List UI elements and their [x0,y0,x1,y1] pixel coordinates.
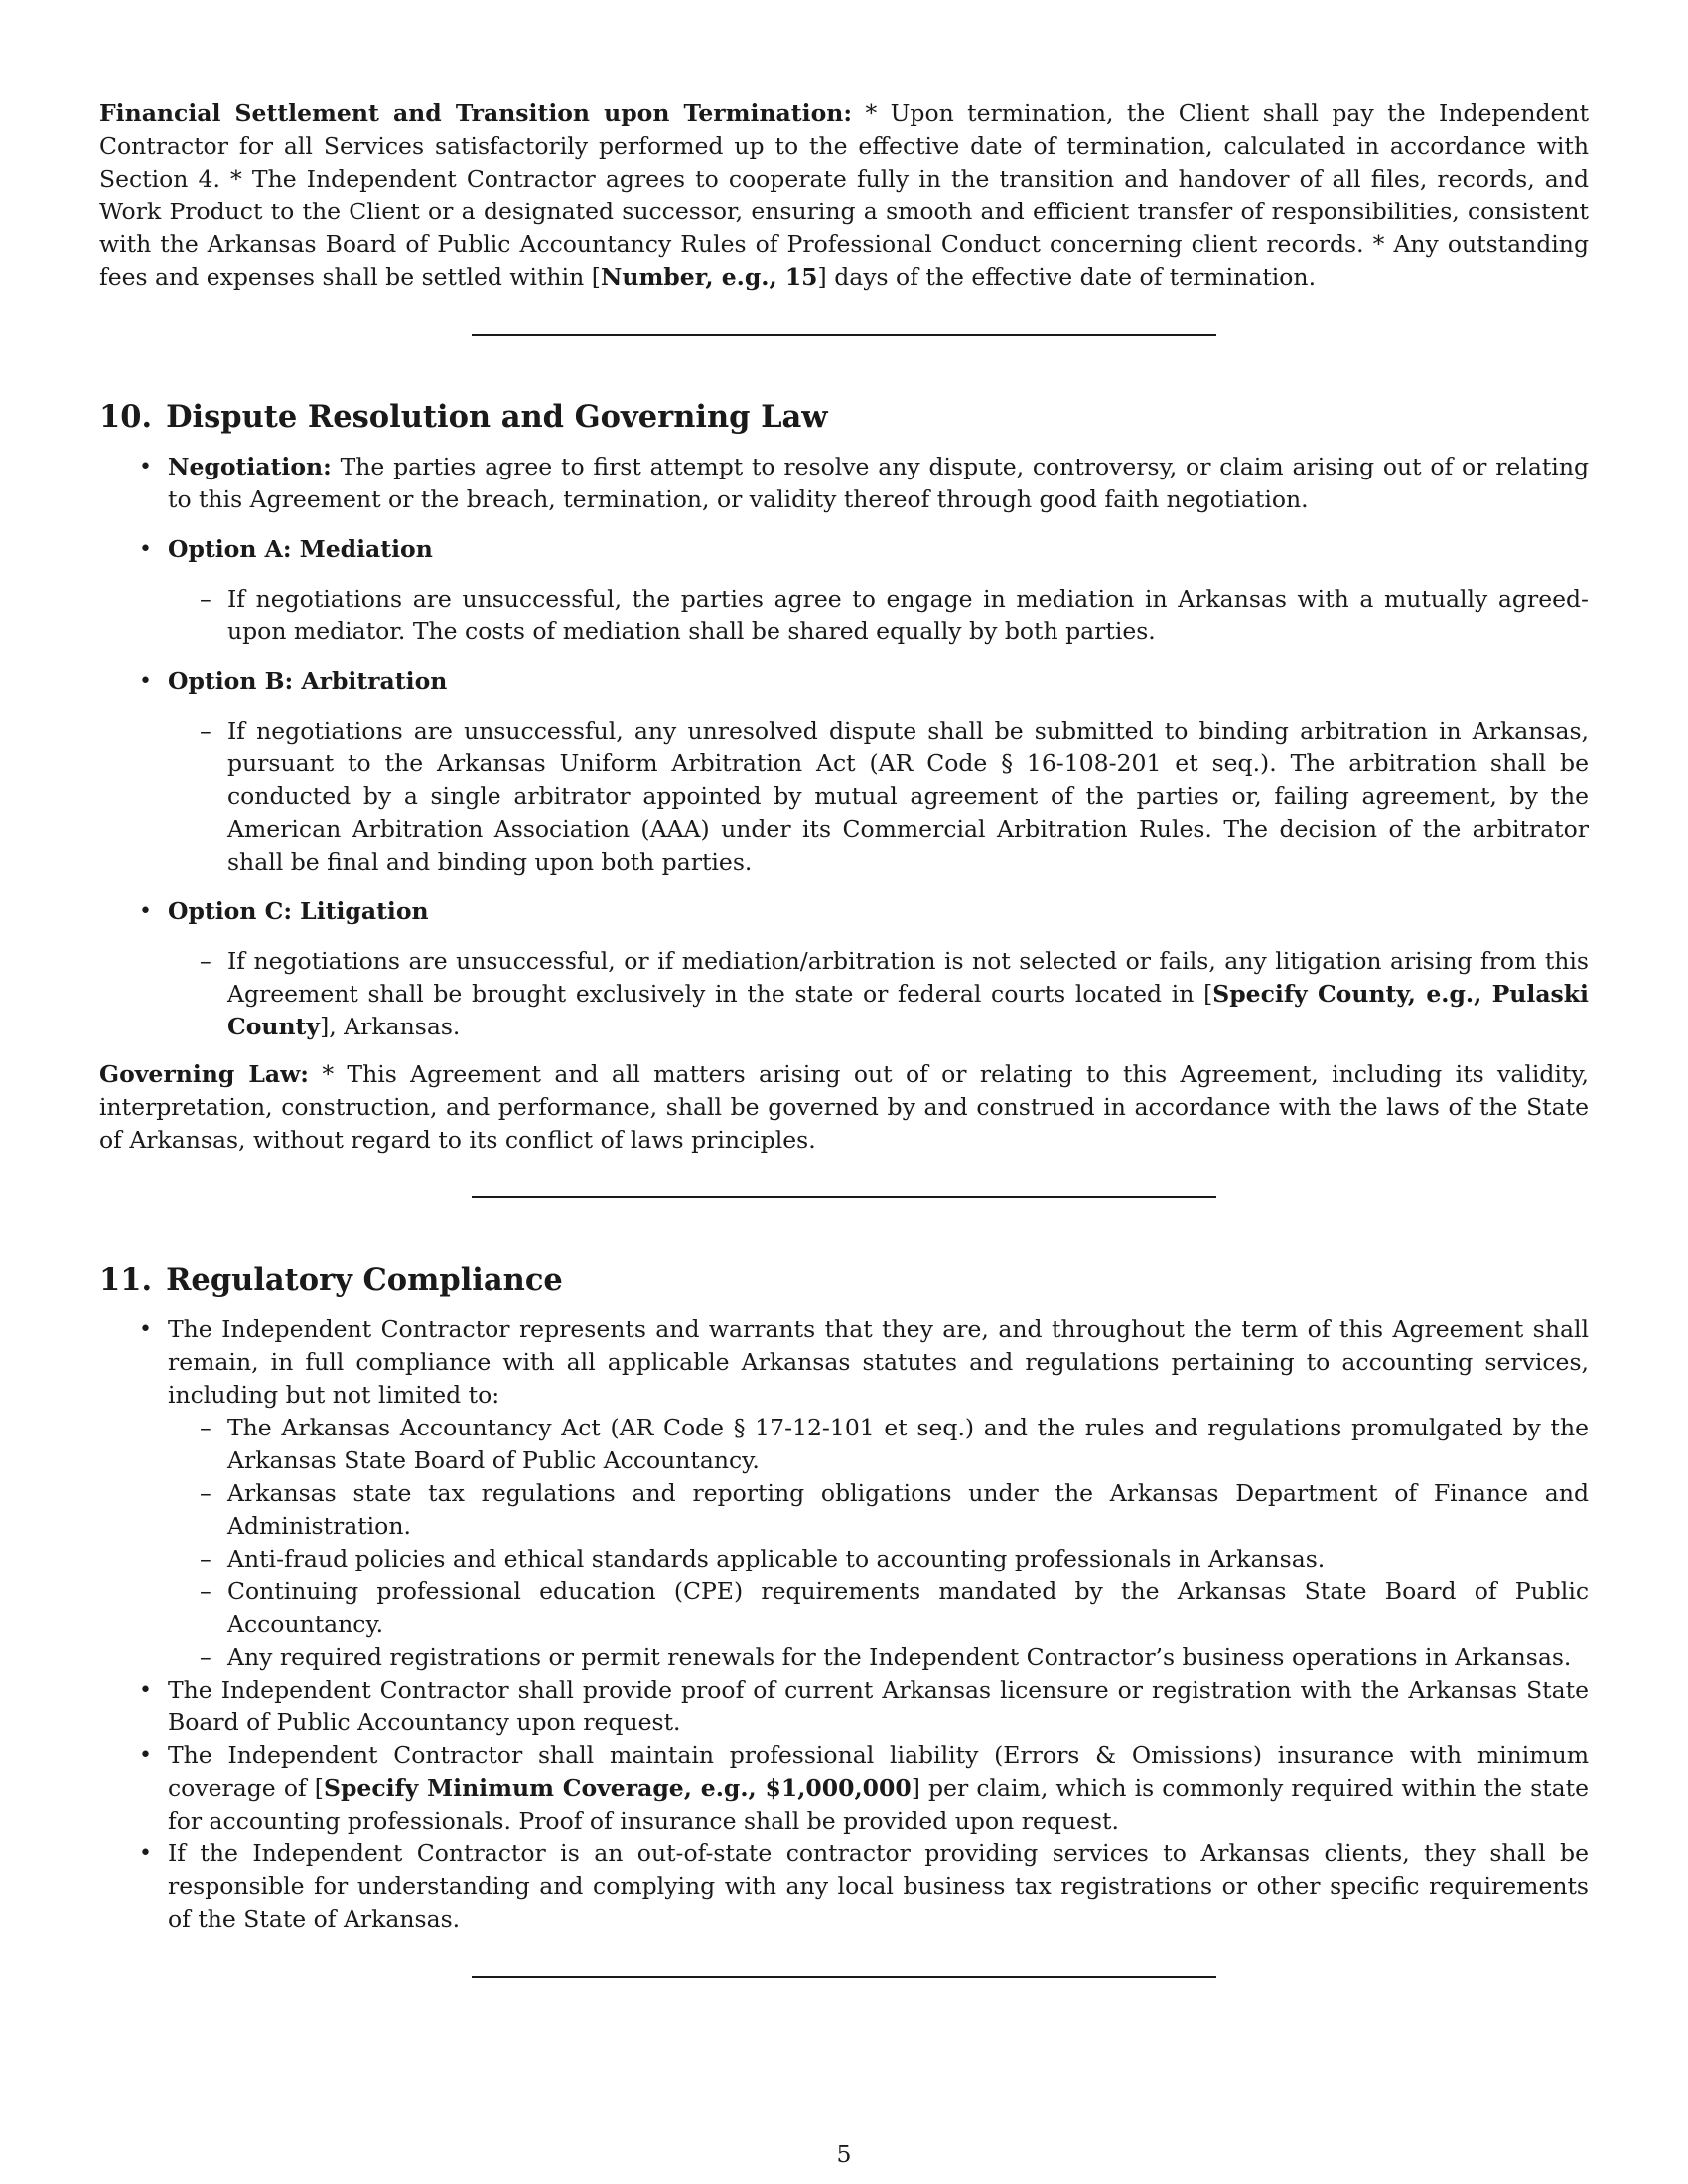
sub-item-arbitration: – If negotiations are unsuccessful, any unresolved dispute shall be submitted to binding arbitration in Arkansas, pursuant to the Arkansas Uniform Arbitration Act (AR Code § 16-108-201 et seq.). The arbitration shall be conducted by a single arbitrator appointed by mutual agreement of the parties or, failing agreement, by the American Arbitration Association (AAA) under its Commercial Arbitration Rules. The decision of the arbitrator shall be final and binding upon both parties. [168,715,1589,879]
sub-item-tax-regulations: – Arkansas state tax regulations and reporting obligations under the Arkansas Department of Finance and Administration. [168,1477,1589,1543]
county-placeholder: Specify County, e.g., Pulaski County [227,980,1589,1040]
settlement-placeholder: Number, e.g., 15 [600,263,818,291]
sub-item-anti-fraud: – Anti-fraud policies and ethical standards applicable to accounting professionals in Arkansas. [168,1543,1589,1575]
section-divider [472,1196,1216,1198]
section-10-heading: 10. Dispute Resolution and Governing Law [99,399,828,435]
settlement-heading: Financial Settlement and Transition upon Termination: [99,99,853,127]
list-item-licensure: • The Independent Contractor shall provide proof of current Arkansas licensure or registration with the Arkansas State Board of Public Accountancy upon request. [99,1674,1589,1739]
compliance-list [99,1313,1589,1936]
sub-item-accountancy-act: – The Arkansas Accountancy Act (AR Code § 17-12-101 et seq.) and the rules and regulations promulgated by the Arkansas State Board of Public Accountancy. [168,1412,1589,1477]
compliance-sub-list [168,1412,1589,1674]
list-item-out-of-state: • If the Independent Contractor is an out-of-state contractor providing services to Arkansas clients, they shall be responsible for understanding and complying with any local business tax registrations or other specific requirements of the State of Arkansas. [99,1838,1589,1936]
document-page [99,97,1589,2039]
list-item-option-a: • Option A: Mediation – If negotiations are unsuccessful, the parties agree to engage in mediation in Arkansas with a mutually agreed-upon mediator. The costs of mediation shall be shared equally by both parties. [99,533,1589,648]
section-divider [472,334,1216,336]
sub-item-registrations: – Any required registrations or permit renewals for the Independent Contractor’s business operations in Arkansas. [168,1641,1589,1674]
list-item-option-b: • Option B: Arbitration – If negotiations are unsuccessful, any unresolved dispute shall be submitted to binding arbitration in Arkansas, pursuant to the Arkansas Uniform Arbitration Act (AR Code § 16-108-201 et seq.). The arbitration shall be conducted by a single arbitrator appointed by mutual agreement of the parties or, failing agreement, by the American Arbitration Association (AAA) under its Commercial Arbitration Rules. The decision of the arbitrator shall be final and binding upon both parties. [99,665,1589,879]
list-item-negotiation: • Negotiation: The parties agree to first attempt to resolve any dispute, controversy, or claim arising out of or relating to this Agreement or the breach, termination, or validity thereof through good faith negotiation. [99,451,1589,516]
list-item-option-c: • Option C: Litigation – If negotiations are unsuccessful, or if mediation/arbitration is not selected or fails, any litigation arising from this Agreement shall be brought exclusively in the state or federal courts located in [Specify County, e.g., Pulaski County], Arkansas. [99,895,1589,1043]
governing-law-paragraph: Governing Law: * This Agreement and all matters arising out of or relating to this Agreement, including its validity, interpretation, construction, and performance, shall be governed by and construed in accordance with the laws of the State of Arkansas, without regard to its conflict of laws principles. [99,1060,1589,1154]
settlement-paragraph: Financial Settlement and Transition upon Termination: * Upon termination, the Client shall pay the Independent Contractor for all Services satisfactorily performed up to the effective date of termination, calculated in accordance with Section 4. * The Independent Contractor agrees to cooperate fully in the transition and handover of all files, records, and Work Product to the Client or a designated successor, ensuring a smooth and efficient transfer of responsibilities, consistent with the Arkansas Board of Public Accountancy Rules of Professional Conduct concerning client records. * Any outstanding fees and expenses shall be settled within [Number, e.g., 15] days of the effective date of termination. [99,99,1590,291]
section-11-heading: 11. Regulatory Compliance [99,1262,563,1297]
sub-item-mediation: – If negotiations are unsuccessful, the parties agree to engage in mediation in Arkansas with a mutually agreed-upon mediator. The costs of mediation shall be shared equally by both parties. [168,583,1589,648]
dispute-list [99,451,1589,1043]
section-divider [472,1976,1216,1978]
page-number: 5 [836,2140,852,2168]
sub-item-litigation: – If negotiations are unsuccessful, or if mediation/arbitration is not selected or fails, any litigation arising from this Agreement shall be brought exclusively in the state or federal courts located in [Specify County, e.g., Pulaski County], Arkansas. [168,945,1589,1043]
sub-item-cpe: – Continuing professional education (CPE) requirements mandated by the Arkansas State Board of Public Accountancy. [168,1575,1589,1641]
list-item-insurance: • The Independent Contractor shall maintain professional liability (Errors & Omissions) insurance with minimum coverage of [Specify Minimum Coverage, e.g., $1,000,000] per claim, which is commonly required within the state for accounting professionals. Proof of insurance shall be provided upon request. [99,1739,1589,1838]
list-item-compliance: • The Independent Contractor represents and warrants that they are, and throughout the term of this Agreement shall remain, in full compliance with all applicable Arkansas statutes and regulations pertaining to accounting services, including but not limited to: – The Arkansas Accountancy Act (AR Code § 17-12-101 et seq.) and the rules and regulations promulgated by the Arkansas State Board of Public Accountancy. – Arkansas state tax regulations and reporting obligations under the Arkansas Department of Finance and Administration. – Anti-fraud policies and ethical standards applicable to accounting professionals in Arkansas. – Continuing professional education (CPE) requirements mandated by the Arkansas State Board of Public Accountancy. – Any required registrations or permit renewals for the Independent Contractor’s business operations in Arkansas. [99,1313,1589,1674]
coverage-placeholder: Specify Minimum Coverage, e.g., $1,000,000 [323,1774,912,1802]
